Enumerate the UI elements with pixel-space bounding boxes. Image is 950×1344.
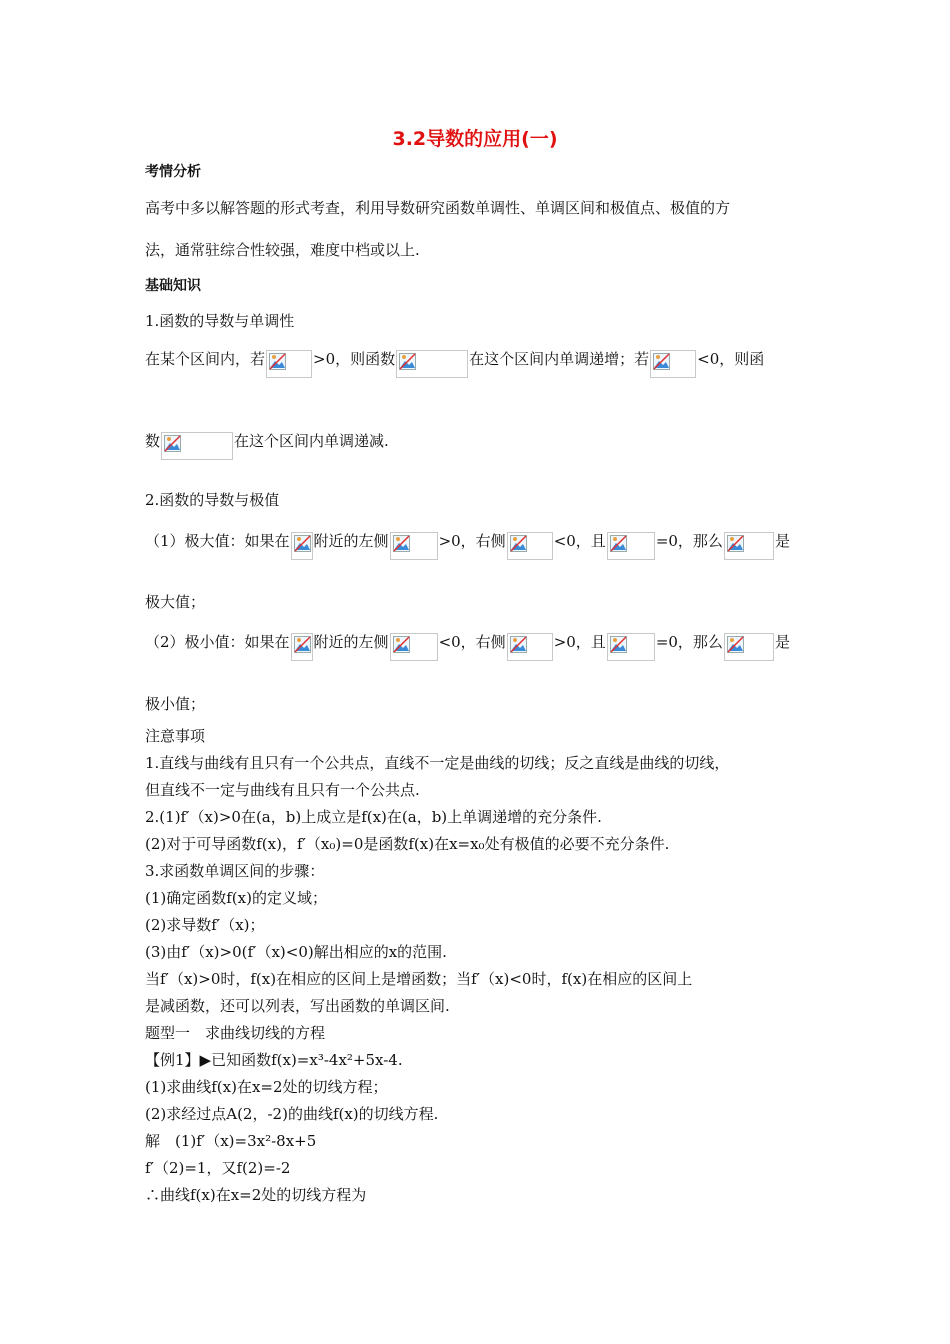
example-1: 【例1】▶已知函数f(x)=x³-4x²+5x-4. — [145, 1051, 403, 1069]
step-1: (1)确定函数f(x)的定义域； — [145, 889, 327, 907]
text-fragment: 在这个区间内单调递减. — [234, 432, 389, 450]
text-fragment: >0，右侧 — [438, 532, 506, 550]
broken-image-icon — [399, 353, 416, 370]
note-3: 3.求函数单调区间的步骤： — [145, 862, 325, 880]
example-1-question-1: (1)求曲线f(x)在x=2处的切线方程； — [145, 1078, 388, 1096]
formula-image-placeholder — [607, 633, 655, 661]
text-fragment: >0，则函数 — [313, 350, 396, 368]
text-fragment: 是 — [774, 633, 790, 651]
type-1-heading: 题型一 求曲线切线的方程 — [145, 1024, 326, 1042]
broken-image-icon — [653, 353, 670, 370]
monotonic-line-2 — [145, 428, 389, 456]
broken-image-icon — [610, 636, 627, 653]
text-fragment: <0，右侧 — [438, 633, 506, 651]
formula-image-placeholder — [390, 633, 438, 661]
text-fragment: =0，那么 — [655, 532, 723, 550]
broken-image-icon — [510, 636, 527, 653]
formula-image-placeholder — [161, 432, 233, 460]
text-fragment: （2）极小值：如果在 — [145, 633, 290, 651]
formula-image-placeholder — [390, 532, 438, 560]
formula-image-placeholder — [607, 532, 655, 560]
monotonic-line-1 — [145, 346, 764, 374]
solution-line-1: 解 (1)f′（x)=3x²-8x+5 — [145, 1132, 317, 1150]
analysis-heading: 考情分析 — [145, 164, 201, 180]
formula-image-placeholder — [266, 350, 312, 378]
analysis-line-2: 法，通常驻综合性较强，难度中档或以上. — [145, 241, 420, 259]
formula-image-placeholder — [396, 350, 468, 378]
formula-image-placeholder — [724, 633, 774, 661]
text-fragment: 数 — [145, 432, 161, 450]
step-2: (2)求导数f′（x)； — [145, 916, 265, 934]
text-fragment: （1）极大值：如果在 — [145, 532, 290, 550]
step-4a: 当f′（x)>0时，f(x)在相应的区间上是增函数；当f′（x)<0时，f(x)在相应的区间上 — [145, 970, 693, 988]
solution-line-2: f′（2)=1，又f(2)=-2 — [145, 1159, 291, 1177]
broken-image-icon — [294, 636, 311, 653]
broken-image-icon — [294, 535, 311, 552]
formula-image-placeholder — [291, 633, 313, 661]
broken-image-icon — [510, 535, 527, 552]
broken-image-icon — [164, 435, 181, 452]
step-4b: 是减函数，还可以列表，写出函数的单调区间. — [145, 997, 450, 1015]
solution-line-3: ∴曲线f(x)在x=2处的切线方程为 — [145, 1186, 367, 1204]
maximum-line-2: 极大值； — [145, 593, 206, 611]
note-1b: 但直线不一定与曲线有且只有一个公共点. — [145, 781, 420, 799]
broken-image-icon — [610, 535, 627, 552]
basics-item-1: 1.函数的导数与单调性 — [145, 312, 295, 330]
text-fragment: 附近的左侧 — [313, 532, 389, 550]
text-fragment: <0，且 — [553, 532, 606, 550]
formula-image-placeholder — [507, 633, 553, 661]
broken-image-icon — [393, 636, 410, 653]
text-fragment: 附近的左侧 — [313, 633, 389, 651]
broken-image-icon — [727, 535, 744, 552]
note-2b: (2)对于可导函数f(x)，f′（x₀)=0是函数f(x)在x=x₀处有极值的必要不充分条件. — [145, 835, 670, 853]
formula-image-placeholder — [650, 350, 696, 378]
minimum-line-2: 极小值； — [145, 695, 206, 713]
formula-image-placeholder — [291, 532, 313, 560]
note-1a: 1.直线与曲线有且只有一个公共点，直线不一定是曲线的切线；反之直线是曲线的切线， — [145, 754, 730, 772]
formula-image-placeholder — [724, 532, 774, 560]
basics-item-2: 2.函数的导数与极值 — [145, 491, 280, 509]
formula-image-placeholder — [507, 532, 553, 560]
text-fragment: 在某个区间内，若 — [145, 350, 266, 368]
text-fragment: =0，那么 — [655, 633, 723, 651]
minimum-line-1 — [145, 629, 790, 657]
text-fragment: <0，则函 — [697, 350, 765, 368]
broken-image-icon — [727, 636, 744, 653]
example-1-question-2: (2)求经过点A(2，-2)的曲线f(x)的切线方程. — [145, 1105, 439, 1123]
step-3: (3)由f′（x)>0(f′（x)<0)解出相应的x的范围. — [145, 943, 447, 961]
text-fragment: >0，且 — [553, 633, 606, 651]
text-fragment: 在这个区间内单调递增；若 — [469, 350, 650, 368]
maximum-line-1 — [145, 528, 790, 556]
text-fragment: 是 — [774, 532, 790, 550]
notes-heading: 注意事项 — [145, 727, 206, 745]
page-title: 3.2导数的应用(一) — [392, 128, 558, 150]
basics-heading: 基础知识 — [145, 278, 201, 294]
note-2a: 2.(1)f′（x)>0在(a，b)上成立是f(x)在(a，b)上单调递增的充分条件. — [145, 808, 602, 826]
broken-image-icon — [269, 353, 286, 370]
analysis-line-1: 高考中多以解答题的形式考查，利用导数研究函数单调性、单调区间和极值点、极值的方 — [145, 199, 731, 217]
broken-image-icon — [393, 535, 410, 552]
